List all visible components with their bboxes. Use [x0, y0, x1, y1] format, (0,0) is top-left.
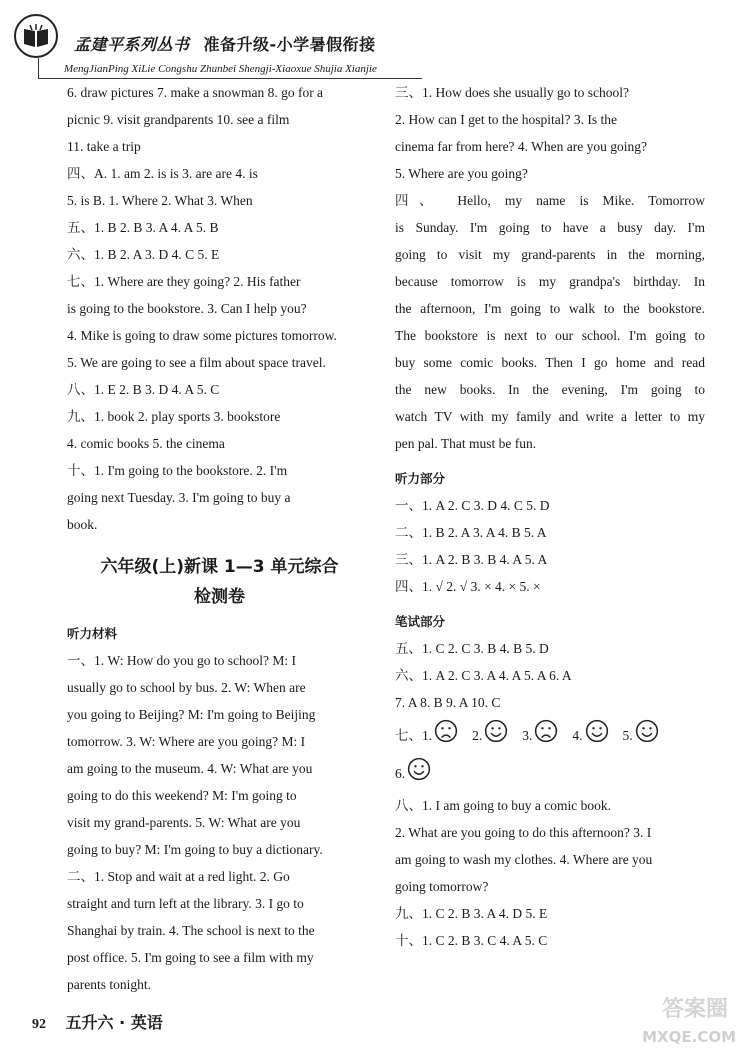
smiley-num: 3.	[522, 727, 533, 743]
answer-line: is going to the bookstore. 3. Can I help you?	[67, 301, 307, 316]
smiley-item	[623, 719, 659, 752]
transcript-line: going to do this weekend? M: I'm going to	[67, 788, 297, 803]
happy-face-icon	[484, 719, 508, 752]
smiley-num: 5.	[622, 727, 633, 743]
watermark	[596, 992, 736, 1046]
smiley-num: 2.	[472, 727, 483, 743]
smiley-item	[572, 719, 608, 752]
header-pinyin: MengJianPing XiLie Congshu Zhunbei Shengji-Xiaoxue Shujia Xianjie	[64, 63, 377, 75]
footer-book-label: 五升六 · 英语	[65, 1013, 163, 1032]
answer-line: going next Tuesday. 3. I'm going to buy a	[67, 490, 291, 505]
book-icon	[21, 21, 51, 51]
passage-line: The bookstore is next to our school. I'm going to	[395, 328, 705, 343]
transcript-line: 一、1. W: How do you go to school? M: I	[67, 653, 296, 668]
transcript-line: Shanghai by train. 4. The school is next to the	[67, 923, 315, 938]
smiley-num: 4.	[572, 727, 583, 743]
book-title: 准备升级-小学暑假衔接	[203, 35, 376, 54]
passage-line: 四、 Hello, my name is Mike. Tomorrow	[395, 193, 705, 208]
smiley-num: 6.	[395, 765, 406, 781]
answer-line: 4. Mike is going to draw some pictures tomorrow.	[67, 328, 337, 343]
transcript-line: 二、1. Stop and wait at a red light. 2. Go	[67, 869, 290, 884]
passage-line: the afternoon, I'm going to walk to the bookstore.	[395, 301, 705, 316]
answer-line: 八、1. E 2. B 3. D 4. A 5. C	[67, 382, 220, 397]
transcript-line: visit my grand-parents. 5. W: What are you	[67, 815, 301, 830]
answer-line: 三、1. A 2. B 3. B 4. A 5. A	[395, 552, 548, 567]
passage-line: is Sunday. I'm going to have a busy day. I'm	[395, 220, 705, 235]
answer-line: 4. comic books 5. the cinema	[67, 436, 225, 451]
answer-line: 2. What are you going to do this afternoon? 3. I	[395, 825, 652, 840]
answer-line: 5. is B. 1. Where 2. What 3. When	[67, 193, 253, 208]
answer-line: am going to wash my clothes. 4. Where are you	[395, 852, 653, 867]
listening-part-label: 听力部分	[395, 471, 446, 486]
answer-line: 九、1. C 2. B 3. A 4. D 5. E	[395, 906, 548, 921]
transcript-line: am going to the museum. 4. W: What are you	[67, 761, 313, 776]
passage-line: pen pal. That must be fun.	[395, 436, 537, 451]
answer-line: picnic 9. visit grandparents 10. see a film	[67, 112, 290, 127]
answer-line: 六、1. B 2. A 3. D 4. C 5. E	[67, 247, 220, 262]
answer-line: 六、1. A 2. C 3. A 4. A 5. A 6. A	[395, 668, 572, 683]
page-footer	[32, 1010, 163, 1033]
answer-line: 三、1. How does she usually go to school?	[395, 85, 629, 100]
answer-line: 二、1. B 2. A 3. A 4. B 5. A	[395, 525, 547, 540]
page-number: 92	[32, 1017, 46, 1032]
transcript-line: post office. 5. I'm going to see a film with my	[67, 950, 314, 965]
answer-line: book.	[67, 517, 98, 532]
smiley-item	[422, 719, 458, 752]
answer-line: 十、1. C 2. B 3. C 4. A 5. C	[395, 933, 548, 948]
passage-line: the new books. In the evening, I'm going to	[395, 382, 705, 397]
transcript-line: usually go to school by bus. 2. W: When are	[67, 680, 306, 695]
answer-line: 八、1. I am going to buy a comic book.	[395, 798, 611, 813]
right-bottom-answers	[395, 792, 705, 954]
publisher-logo	[14, 14, 58, 58]
passage-line: watch TV with my family and write a letter to my	[395, 409, 705, 424]
answer-line: 11. take a trip	[67, 139, 141, 154]
passage-line: buy some comic books. Then I go home and read	[395, 355, 705, 370]
sad-face-icon	[534, 719, 558, 752]
answer-line: 四、A. 1. am 2. is is 3. are are 4. is	[67, 166, 258, 181]
transcript-line: straight and turn left at the library. 3. I go to	[67, 896, 304, 911]
happy-face-icon	[585, 719, 609, 752]
transcript-line: parents tonight.	[67, 977, 151, 992]
smiley-item	[472, 719, 508, 752]
answer-line: 五、1. B 2. B 3. A 4. A 5. B	[67, 220, 219, 235]
series-name: 孟建平系列丛书	[74, 35, 190, 54]
transcript-line: going to buy? M: I'm going to buy a dictionary.	[67, 842, 323, 857]
passage-line: because tomorrow is my grandpa's birthday. In	[395, 274, 705, 289]
section-title-line2: 检测卷	[194, 587, 245, 607]
watermark-text: 答案圈	[661, 997, 728, 1022]
answer-line: 7. A 8. B 9. A 10. C	[395, 695, 501, 710]
watermark-url: MXQE.COM	[642, 1028, 736, 1046]
smiley-item	[522, 719, 558, 752]
answer-line: 七、1. Where are they going? 2. His father	[67, 274, 301, 289]
written-answers	[395, 635, 705, 716]
answer-line: cinema far from here? 4. When are you going?	[395, 139, 648, 154]
answer-line: 九、1. book 2. play sports 3. bookstore	[67, 409, 281, 424]
passage	[395, 187, 705, 457]
answer-line: 一、1. A 2. C 3. D 4. C 5. D	[395, 498, 550, 513]
written-part-label: 笔试部分	[395, 614, 446, 629]
answer-line: 5. We are going to see a film about space travel.	[67, 355, 326, 370]
page-header	[8, 8, 428, 78]
answer-line: 5. Where are you going?	[395, 166, 528, 181]
left-column	[67, 79, 372, 998]
answer-line: 十、1. I'm going to the bookstore. 2. I'm	[67, 463, 288, 478]
answer-line: 6. draw pictures 7. make a snowman 8. go for a	[67, 85, 324, 100]
header-title	[74, 32, 376, 55]
right-column	[395, 79, 705, 954]
right-top-answers	[395, 79, 705, 187]
smiley-prefix: 七、	[395, 727, 422, 743]
answer-line: 四、1. √ 2. √ 3. × 4. × 5. ×	[395, 579, 541, 594]
transcript-line: you going to Beijing? M: I'm going to Beijing	[67, 707, 316, 722]
smiley-item	[395, 757, 431, 790]
header-rule-tick	[38, 58, 39, 79]
listening-transcript	[67, 647, 372, 998]
listening-answers	[395, 492, 705, 600]
sad-face-icon	[434, 719, 458, 752]
answer-line: 五、1. C 2. C 3. B 4. B 5. D	[395, 641, 549, 656]
section-title: 六年级(上)新课 1—3 单元综合	[100, 557, 339, 577]
listening-materials-label: 听力材料	[67, 626, 118, 641]
transcript-line: tomorrow. 3. W: Where are you going? M: I	[67, 734, 306, 749]
smiley-num: 1.	[422, 727, 433, 743]
passage-line: going to visit my grand-parents in the morning,	[395, 247, 705, 262]
answer-line: going tomorrow?	[395, 879, 489, 894]
smiley-answers-row2	[395, 754, 705, 792]
happy-face-icon	[407, 757, 431, 790]
smiley-answers	[395, 716, 705, 754]
answer-line: 2. How can I get to the hospital? 3. Is the	[395, 112, 617, 127]
happy-face-icon	[635, 719, 659, 752]
left-top-answers	[67, 79, 372, 538]
